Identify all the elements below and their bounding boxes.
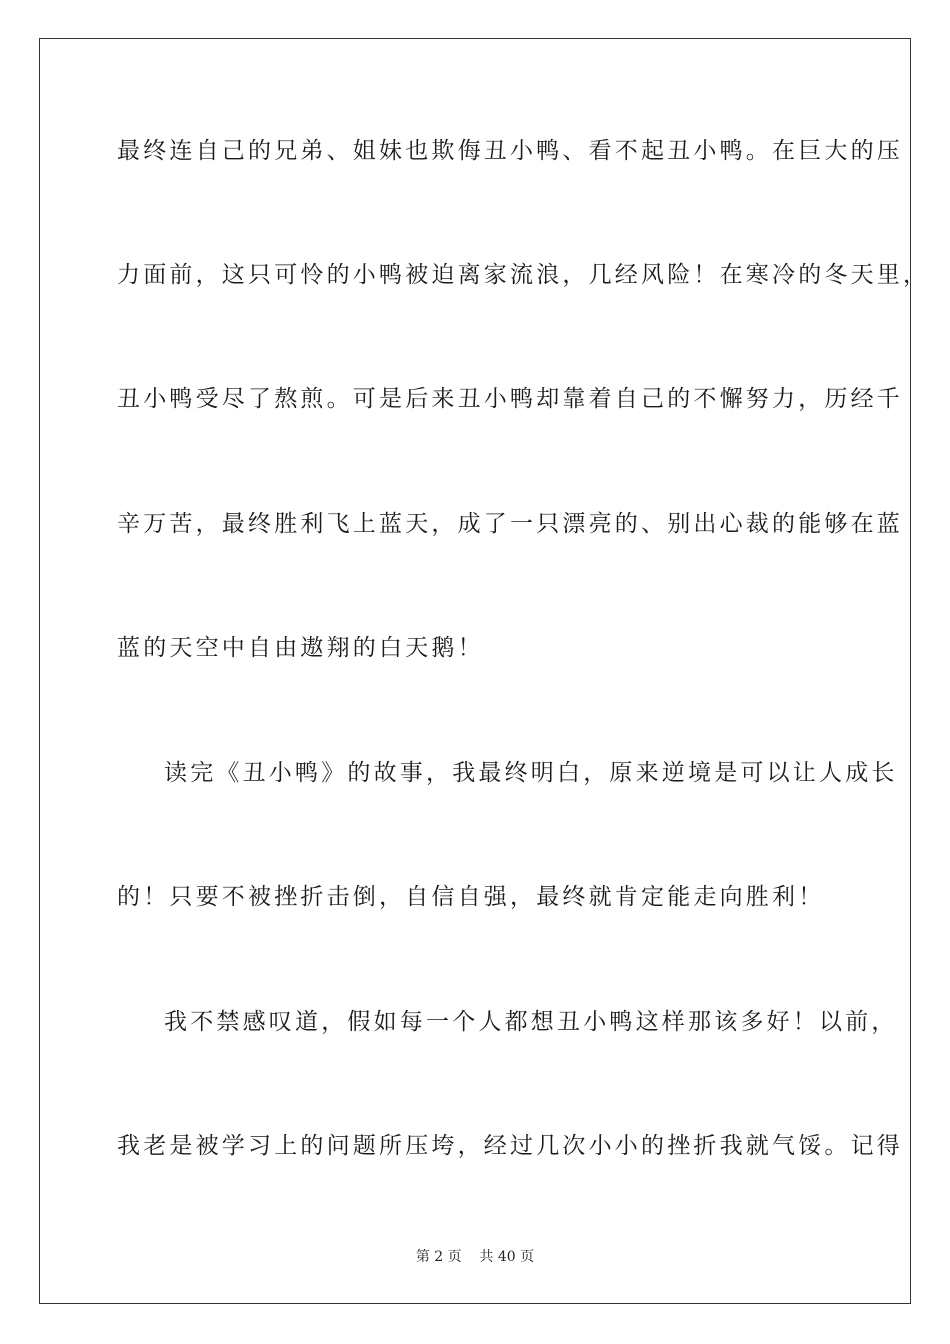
text-line: 丑小鸭受尽了熬煎。可是后来丑小鸭却靠着自己的不懈努力，历经千: [117, 386, 903, 412]
text-line: 蓝的天空中自由遨翔的白天鹅！: [117, 635, 484, 661]
page-border: [39, 38, 930, 1304]
text-line: 最终连自己的兄弟、姐妹也欺侮丑小鸭、看不起丑小鸭。在巨大的压: [117, 138, 903, 164]
paragraph-start-line: 我不禁感叹道，假如每一个人都想丑小鸭这样那该多好！以前，: [164, 1009, 898, 1035]
text-line: 的！只要不被挫折击倒，自信自强，最终就肯定能走向胜利！: [117, 884, 825, 910]
paragraph-start-line: 读完《丑小鸭》的故事，我最终明白，原来逆境是可以让人成长: [164, 760, 898, 786]
text-line: 力面前，这只可怜的小鸭被迫离家流浪，几经风险！在寒冷的冬天里，: [117, 262, 930, 288]
text-line: 我老是被学习上的问题所压垮，经过几次小小的挫折我就气馁。记得: [117, 1133, 903, 1159]
text-line: 辛万苦，最终胜利飞上蓝天，成了一只漂亮的、别出心裁的能够在蓝: [117, 511, 903, 537]
page-number-footer: 第 2 页 共 40 页: [415, 1249, 535, 1265]
